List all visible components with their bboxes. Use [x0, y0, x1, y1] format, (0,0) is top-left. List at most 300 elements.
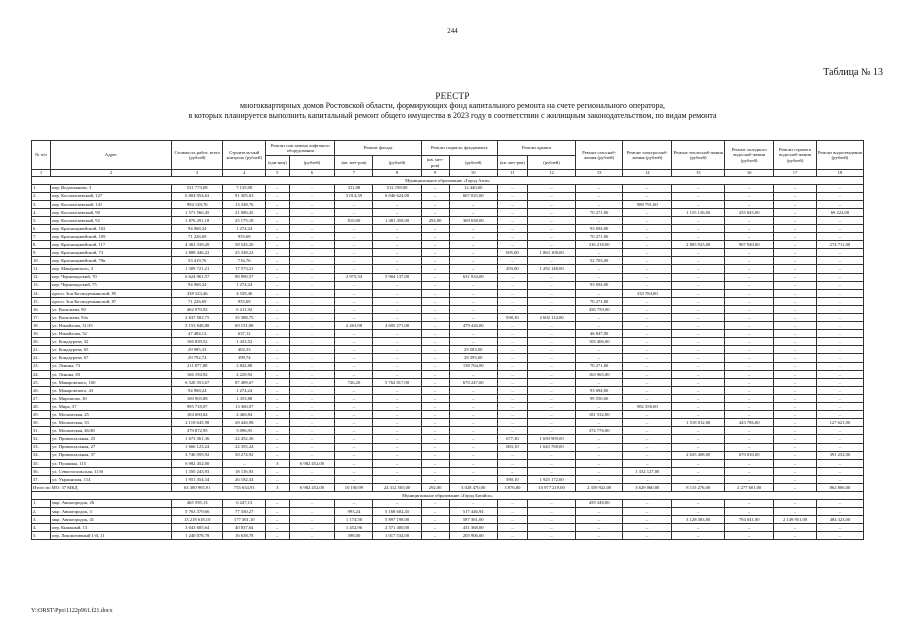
value-cell: – — [576, 289, 623, 297]
value-cell: 5 904 137,00 — [373, 273, 421, 281]
value-cell: 2 468,84 — [223, 411, 266, 419]
value-cell: – — [497, 467, 527, 475]
value-cell: – — [421, 386, 449, 394]
table-row — [32, 200, 864, 208]
value-cell: – — [816, 281, 863, 289]
value-cell: – — [528, 224, 576, 232]
value-cell: 1 309 721,21 — [171, 265, 223, 273]
value-cell: – — [449, 249, 497, 257]
total-row — [32, 483, 864, 491]
value-cell: – — [421, 459, 449, 467]
row-number: 31. — [32, 427, 51, 435]
value-cell: – — [816, 435, 863, 443]
value-cell: – — [576, 354, 623, 362]
row-number: 28. — [32, 403, 51, 411]
value-cell: – — [289, 427, 335, 435]
value-cell: – — [725, 289, 774, 297]
value-cell: 1 174,50 — [335, 515, 373, 523]
value-cell: – — [774, 475, 817, 483]
address-cell: ул. Кондаурова, 32 — [51, 338, 172, 346]
value-cell: – — [816, 216, 863, 224]
table-row — [32, 184, 864, 192]
value-cell: 6 982 452,00 — [171, 459, 223, 467]
value-cell: – — [421, 281, 449, 289]
value-cell: – — [528, 216, 576, 224]
value-cell: – — [266, 475, 290, 483]
value-cell: – — [497, 305, 527, 313]
value-cell: – — [816, 224, 863, 232]
value-cell: 274 711,00 — [816, 241, 863, 249]
value-cell: – — [266, 378, 290, 386]
value-cell: – — [528, 281, 576, 289]
value-cell: – — [576, 507, 623, 515]
value-cell: – — [335, 281, 373, 289]
value-cell: – — [421, 467, 449, 475]
value-cell: – — [816, 346, 863, 354]
row-number: 1. — [32, 499, 51, 507]
value-cell: – — [816, 427, 863, 435]
row-number: 10. — [32, 257, 51, 265]
value-cell: – — [497, 394, 527, 402]
value-cell: – — [816, 403, 863, 411]
value-cell: – — [725, 330, 774, 338]
value-cell: – — [335, 208, 373, 216]
value-cell: – — [672, 394, 725, 402]
value-cell: 1 433,52 — [223, 338, 266, 346]
value-cell: 333 784,00 — [623, 289, 672, 297]
address-cell: ул. Привокзальная, 25 — [51, 435, 172, 443]
value-cell: – — [497, 273, 527, 281]
value-cell: – — [421, 241, 449, 249]
value-cell: – — [623, 499, 672, 507]
row-number: 20. — [32, 338, 51, 346]
value-cell: – — [373, 443, 421, 451]
value-cell: – — [816, 411, 863, 419]
value-cell: – — [725, 257, 774, 265]
value-cell: 2 637 502,75 — [171, 314, 223, 322]
value-cell: – — [623, 459, 672, 467]
value-cell: – — [623, 273, 672, 281]
value-cell: – — [816, 475, 863, 483]
value-cell: – — [421, 322, 449, 330]
value-cell: – — [289, 403, 335, 411]
value-cell: – — [774, 314, 817, 322]
value-cell: 25 175,18 — [223, 216, 266, 224]
value-cell: 1 925 172,00 — [528, 475, 576, 483]
value-cell: – — [672, 378, 725, 386]
table-row — [32, 411, 864, 419]
header-facade: Ремонт фасада — [335, 141, 421, 156]
value-cell: 29 393,00 — [449, 354, 497, 362]
value-cell: – — [774, 443, 817, 451]
value-cell: 982 358,00 — [623, 403, 672, 411]
total-value: 6 982 452,00 — [289, 483, 335, 491]
value-cell: – — [774, 224, 817, 232]
value-cell: 58 545,20 — [223, 241, 266, 249]
value-cell: – — [576, 265, 623, 273]
value-cell: 1 332 127,00 — [623, 467, 672, 475]
value-cell: 369 658,00 — [449, 216, 497, 224]
value-cell: – — [774, 459, 817, 467]
row-number: 15. — [32, 297, 51, 305]
value-cell: – — [266, 531, 290, 539]
value-cell: – — [576, 419, 623, 427]
value-cell: – — [449, 233, 497, 241]
value-cell: – — [373, 314, 421, 322]
value-cell: – — [421, 265, 449, 273]
value-cell: – — [266, 427, 290, 435]
value-cell: – — [421, 427, 449, 435]
value-cell: – — [774, 354, 817, 362]
value-cell: 667 025,00 — [449, 192, 497, 200]
value-cell: – — [289, 233, 335, 241]
address-cell: ул. Измайлова, 31/35 — [51, 322, 172, 330]
value-cell: 163 965,00 — [576, 370, 623, 378]
value-cell: 52 703,00 — [576, 257, 623, 265]
value-cell: – — [528, 322, 576, 330]
value-cell: – — [497, 338, 527, 346]
value-cell: – — [672, 411, 725, 419]
value-cell: – — [774, 289, 817, 297]
value-cell: 2 263,98 — [335, 322, 373, 330]
table-row — [32, 241, 864, 249]
value-cell: – — [449, 305, 497, 313]
value-cell: 316 218,00 — [576, 241, 623, 249]
value-cell: 29 583,00 — [449, 346, 497, 354]
value-cell: 6 211,92 — [223, 305, 266, 313]
value-cell: – — [335, 346, 373, 354]
value-cell: – — [528, 200, 576, 208]
value-cell: 177 361,10 — [223, 515, 266, 523]
value-cell: – — [576, 200, 623, 208]
value-cell: 5 153 848,88 — [171, 322, 223, 330]
value-cell: – — [725, 224, 774, 232]
value-cell: – — [816, 257, 863, 265]
column-number-cell: 16 — [725, 170, 774, 177]
value-cell: – — [672, 499, 725, 507]
value-cell: – — [623, 435, 672, 443]
value-cell: 980 791,00 — [623, 200, 672, 208]
total-value: 10 100,99 — [335, 483, 373, 491]
value-cell: – — [335, 289, 373, 297]
address-cell: ул. Московская, 25 — [51, 411, 172, 419]
value-cell: – — [497, 192, 527, 200]
value-cell: 6 520 553,67 — [171, 378, 223, 386]
value-cell: 5 168 602,45 — [373, 507, 421, 515]
value-cell: – — [623, 265, 672, 273]
value-cell: 87 489,67 — [223, 378, 266, 386]
value-cell: – — [672, 265, 725, 273]
value-cell: 5 096,95 — [223, 427, 266, 435]
value-cell: – — [266, 419, 290, 427]
value-cell: – — [497, 216, 527, 224]
value-cell: – — [725, 200, 774, 208]
value-cell: – — [449, 330, 497, 338]
value-cell: 3 043 605,64 — [171, 523, 223, 531]
value-cell: – — [421, 378, 449, 386]
column-number-cell: 2 — [51, 170, 172, 177]
value-cell: 938,30 — [497, 314, 527, 322]
column-number-cell: 1 — [32, 170, 51, 177]
value-cell: – — [421, 200, 449, 208]
value-cell: – — [528, 233, 576, 241]
value-cell: – — [672, 507, 725, 515]
value-cell: – — [576, 216, 623, 224]
address-cell: пер. Красноармейский, 109 — [51, 233, 172, 241]
value-cell: – — [335, 499, 373, 507]
value-cell: 205 906,00 — [449, 531, 497, 539]
value-cell: – — [449, 499, 497, 507]
row-number: 33. — [32, 443, 51, 451]
value-cell: – — [266, 386, 290, 394]
value-cell: – — [335, 249, 373, 257]
row-number: 13. — [32, 281, 51, 289]
value-cell: 53 419,76 — [171, 257, 223, 265]
value-cell: – — [725, 265, 774, 273]
column-number-cell: 14 — [623, 170, 672, 177]
value-cell: – — [289, 257, 335, 265]
value-cell: – — [623, 411, 672, 419]
value-cell: – — [266, 208, 290, 216]
table-row — [32, 515, 864, 523]
header-hot-water: Ремонт горячего водоснаб-жения (рублей) — [774, 141, 817, 170]
value-cell: – — [449, 411, 497, 419]
value-cell: – — [266, 507, 290, 515]
value-cell: – — [816, 338, 863, 346]
value-cell: – — [774, 330, 817, 338]
value-cell: – — [725, 314, 774, 322]
value-cell: – — [449, 224, 497, 232]
value-cell: – — [289, 523, 335, 531]
table-row — [32, 394, 864, 402]
value-cell: – — [774, 233, 817, 241]
header-construction-control: Строитель-ный контроль (рублей) — [223, 141, 266, 170]
value-cell: – — [449, 386, 497, 394]
value-cell: – — [449, 427, 497, 435]
value-cell: – — [623, 523, 672, 531]
value-cell: – — [497, 233, 527, 241]
value-cell: – — [816, 443, 863, 451]
value-cell: – — [725, 184, 774, 192]
address-cell: ул. Васильева, 92а — [51, 314, 172, 322]
value-cell: – — [449, 289, 497, 297]
row-number: 27. — [32, 394, 51, 402]
value-cell: – — [335, 451, 373, 459]
value-cell: – — [266, 297, 290, 305]
row-number: 9. — [32, 249, 51, 257]
value-cell: – — [449, 200, 497, 208]
value-cell: – — [335, 419, 373, 427]
address-cell: ул. Московская, 33 — [51, 419, 172, 427]
address-cell: ул. Пушкина, 115 — [51, 459, 172, 467]
value-cell: 670 247,00 — [449, 378, 497, 386]
value-cell: – — [373, 370, 421, 378]
value-cell: 69 151,88 — [223, 322, 266, 330]
value-cell: – — [335, 443, 373, 451]
registry-table-wrapper — [31, 140, 864, 540]
value-cell: 517 446,94 — [449, 507, 497, 515]
address-cell: ул. Привокзальная, 27 — [51, 443, 172, 451]
value-cell: – — [335, 305, 373, 313]
value-cell: – — [774, 305, 817, 313]
value-cell: – — [266, 224, 290, 232]
value-cell: – — [725, 507, 774, 515]
value-cell: 637,12 — [223, 330, 266, 338]
value-cell: 5 762 817,00 — [373, 378, 421, 386]
value-cell: – — [373, 346, 421, 354]
value-cell: – — [528, 386, 576, 394]
value-cell: – — [528, 305, 576, 313]
address-cell: ул. Кондаурова, 65 — [51, 346, 172, 354]
row-number: 7. — [32, 233, 51, 241]
value-cell: – — [725, 281, 774, 289]
value-cell: 29 792,74 — [171, 354, 223, 362]
value-cell: – — [672, 467, 725, 475]
value-cell: – — [774, 346, 817, 354]
value-cell: – — [576, 467, 623, 475]
address-cell: ул. Макаровского, 43 — [51, 386, 172, 394]
value-cell: – — [725, 378, 774, 386]
value-cell: – — [623, 281, 672, 289]
value-cell: – — [623, 378, 672, 386]
row-number: 1. — [32, 184, 51, 192]
table-row — [32, 378, 864, 386]
value-cell: – — [725, 523, 774, 531]
value-cell: – — [289, 435, 335, 443]
value-cell: – — [672, 435, 725, 443]
value-cell: – — [289, 346, 335, 354]
value-cell: – — [774, 322, 817, 330]
value-cell: 4 539,46 — [223, 289, 266, 297]
value-cell: – — [816, 378, 863, 386]
value-cell: – — [725, 386, 774, 394]
value-cell: – — [672, 386, 725, 394]
value-cell: – — [497, 427, 527, 435]
value-cell: – — [266, 314, 290, 322]
value-cell: – — [289, 249, 335, 257]
value-cell: 479 426,00 — [449, 322, 497, 330]
value-cell: 2 602 114,00 — [528, 314, 576, 322]
value-cell: – — [289, 241, 335, 249]
row-number: 37. — [32, 475, 51, 483]
total-value: 24 312 505,00 — [373, 483, 421, 491]
value-cell: – — [528, 297, 576, 305]
value-cell: – — [725, 305, 774, 313]
value-cell: – — [497, 531, 527, 539]
value-cell: – — [576, 515, 623, 523]
value-cell: 46 847,00 — [576, 330, 623, 338]
value-cell: – — [289, 208, 335, 216]
value-cell: 71 226,69 — [171, 233, 223, 241]
value-cell: – — [576, 531, 623, 539]
value-cell: – — [335, 386, 373, 394]
value-cell: – — [421, 507, 449, 515]
value-cell: – — [266, 346, 290, 354]
value-cell: – — [266, 241, 290, 249]
value-cell: – — [774, 362, 817, 370]
row-number: 3. — [32, 515, 51, 523]
value-cell: – — [335, 241, 373, 249]
row-number: 17. — [32, 314, 51, 322]
value-cell: – — [576, 184, 623, 192]
value-cell: 1 650 909,00 — [528, 435, 576, 443]
value-cell: 16 638,78 — [223, 531, 266, 539]
address-cell: мкр. Авиагородок, 3 — [51, 507, 172, 515]
value-cell: – — [421, 451, 449, 459]
value-cell: – — [223, 459, 266, 467]
value-cell: – — [774, 241, 817, 249]
value-cell: 1 350 243,93 — [171, 467, 223, 475]
total-value: 2 277 601,00 — [725, 483, 774, 491]
value-cell: – — [335, 459, 373, 467]
value-cell: 93 694,00 — [576, 281, 623, 289]
value-cell: 402,33 — [223, 346, 266, 354]
value-cell: – — [774, 531, 817, 539]
value-cell: – — [335, 354, 373, 362]
value-cell: 21 086,45 — [223, 208, 266, 216]
address-cell: ул. Васильева, 90 — [51, 305, 172, 313]
value-cell: – — [672, 523, 725, 531]
value-cell: – — [497, 354, 527, 362]
value-cell: – — [816, 370, 863, 378]
table-row — [32, 314, 864, 322]
value-cell: – — [774, 427, 817, 435]
value-cell: 3 — [266, 459, 290, 467]
value-cell: – — [725, 273, 774, 281]
value-cell: 4 605 271,00 — [373, 322, 421, 330]
value-cell: 1 292 148,00 — [528, 265, 576, 273]
value-cell: – — [725, 427, 774, 435]
value-cell: 7 135,08 — [223, 184, 266, 192]
value-cell: – — [528, 184, 576, 192]
row-number: 4. — [32, 208, 51, 216]
address-cell: ул. Московская, 46/48 — [51, 427, 172, 435]
value-cell: 1 452,96 — [335, 523, 373, 531]
column-number-cell: 3 — [171, 170, 223, 177]
value-cell: – — [497, 370, 527, 378]
table-row — [32, 281, 864, 289]
value-cell: 465 595,13 — [171, 499, 223, 507]
value-cell: – — [816, 523, 863, 531]
column-number-cell: 15 — [672, 170, 725, 177]
value-cell: – — [774, 370, 817, 378]
header-facade-area: (кв. мет-ров) — [335, 156, 373, 170]
value-cell: – — [289, 515, 335, 523]
value-cell: – — [725, 322, 774, 330]
address-cell: пер. Красноармейский, 117 — [51, 241, 172, 249]
value-cell: 69 222,00 — [816, 208, 863, 216]
value-cell: – — [449, 257, 497, 265]
value-cell: 399,74 — [223, 354, 266, 362]
value-cell: 398,00 — [335, 531, 373, 539]
value-cell: 47 484,12 — [171, 330, 223, 338]
value-cell: – — [289, 467, 335, 475]
value-cell: – — [335, 467, 373, 475]
value-cell: – — [774, 265, 817, 273]
table-row — [32, 273, 864, 281]
address-cell: просп. Зои Космодемьянской, 87 — [51, 297, 172, 305]
value-cell: – — [816, 531, 863, 539]
value-cell: – — [497, 523, 527, 531]
value-cell: – — [373, 241, 421, 249]
row-number: 21. — [32, 346, 51, 354]
value-cell: – — [373, 394, 421, 402]
value-cell: – — [335, 338, 373, 346]
document-subtitle — [0, 101, 905, 121]
value-cell: – — [576, 322, 623, 330]
value-cell: 443 786,00 — [725, 419, 774, 427]
value-cell: – — [289, 370, 335, 378]
